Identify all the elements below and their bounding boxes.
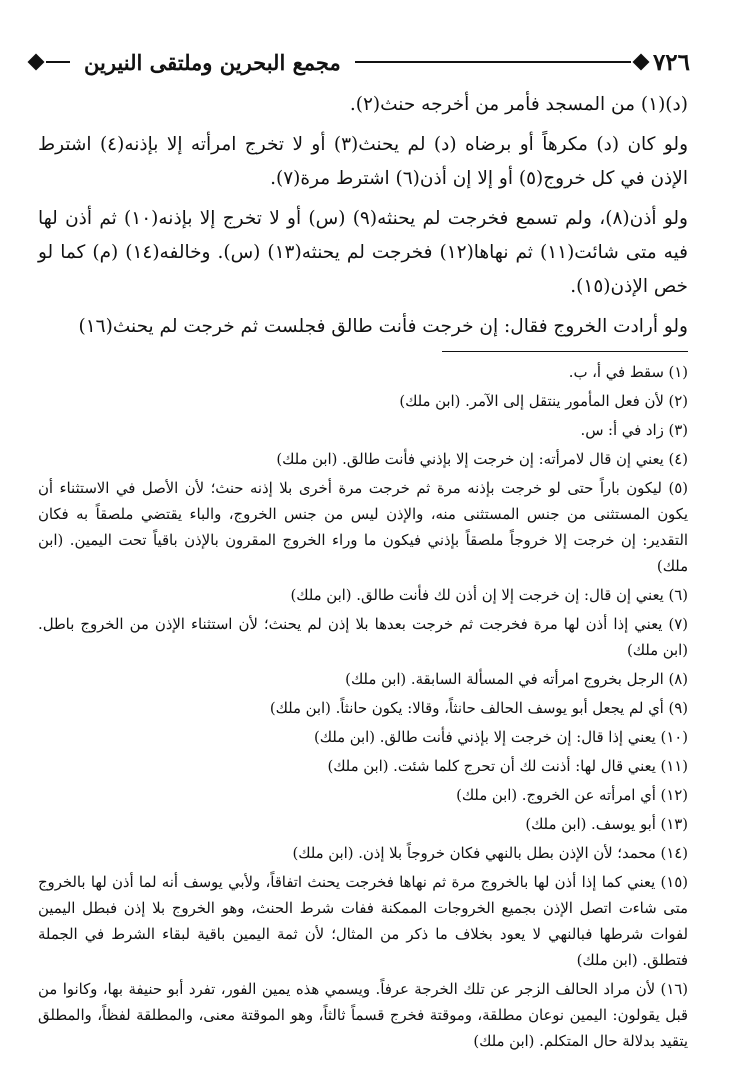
- diamond-ornament-left: [28, 54, 45, 71]
- footnote: [38, 418, 688, 444]
- diamond-ornament-right: [632, 54, 649, 71]
- footnote: [38, 841, 688, 867]
- footnote: [38, 812, 688, 838]
- page-number: ٧٢٦: [652, 48, 690, 76]
- footnote-text: أبو يوسف. (ابن ملك): [525, 816, 656, 833]
- footnote-text: أي لم يجعل أبو يوسف الحالف حانثاً، وقالا: يكون حانثاً. (ابن ملك): [269, 700, 664, 717]
- footnote-number: (٤): [668, 451, 688, 468]
- page-header: [30, 44, 690, 80]
- footnote: [38, 360, 688, 386]
- footnote-text: لأن فعل المأمور ينتقل إلى الآمر. (ابن ملك): [399, 393, 664, 410]
- footnote-text: يعني كما إذا أذن لها بالخروج مرة ثم نهاها فخرجت يحنث اتفاقاً، ولأبي يوسف أنه لما أذن لها بالخروج متى شاءت اتصل الإذن بجميع الخروجات الممكنة ففات شرط الحنث، وهو الخروج بلا إذن فبطل اليمين لفوات شرطها فبالنهي لا يعود بخلاف ما ذكر من المثال؛ لأن ثمة اليمين باقية لبقاء الشرط في الجملة فتطلق. (ابن ملك): [38, 874, 688, 969]
- footnote-text: محمد؛ لأن الإذن بطل بالنهي فكان خروجاً بلا إذن. (ابن ملك): [292, 845, 656, 862]
- footnote-number: (٨): [668, 671, 688, 688]
- footnote-number: (١١): [660, 758, 688, 775]
- running-title: مجمع البحرين وملتقى النيرين: [84, 49, 341, 75]
- footnote: [38, 612, 688, 664]
- footnote-number: (٦): [668, 587, 688, 604]
- footnote: [38, 389, 688, 415]
- footnote-number: (١٦): [660, 981, 688, 998]
- footnote: [38, 870, 688, 974]
- footnote-text: يعني إن قال: إن خرجت إلا إن أذن لك فأنت طالق. (ابن ملك): [290, 587, 664, 604]
- footnote-number: (٧): [668, 616, 688, 633]
- footnote-number: (٢): [668, 393, 688, 410]
- footnote-text: لأن مراد الحالف الزجر عن تلك الخرجة عرفاً. ويسمي هذه يمين الفور، تفرد أبو حنيفة بها، وكانوا من قبل يقولون: اليمين نوعان مطلقة، وموقتة فخرج قسماً ثالثاً، وهو الموقتة معنى، والمطلقة لفظاً، والمطلق يتقيد بدلالة حال المتكلم. (ابن ملك): [38, 981, 688, 1050]
- footnote-text: يعني إذا قال: إن خرجت إلا بإذني فأنت طالق. (ابن ملك): [314, 729, 656, 746]
- footnote-text: يعني إن قال لامرأته: إن خرجت إلا بإذني فأنت طالق. (ابن ملك): [276, 451, 664, 468]
- footnote: [38, 583, 688, 609]
- footnotes: [38, 360, 688, 1058]
- footnote-text: يعني إذا أذن لها مرة فخرجت ثم خرجت بعدها بلا إذن لم يحنث؛ لأن استثناء الإذن من الخروج باطل. (ابن ملك): [38, 616, 688, 659]
- footnote-text: سقط في أ، ب.: [568, 364, 664, 381]
- footnote-number: (١): [668, 364, 688, 381]
- footnote-number: (٩): [668, 700, 688, 717]
- footnote-number: (١٥): [660, 874, 688, 891]
- footnote-text: الرجل بخروج امرأته في المسألة السابقة. (ابن ملك): [345, 671, 664, 688]
- header-rule-left: [46, 61, 70, 63]
- paragraph: ولو كان (د) مكرهاً أو برضاه (د) لم يحنث(٣) أو لا تخرج امرأته إلا بإذنه(٤) اشترط الإذن في كل خروج(٥) أو إلا إن أذن(٦) اشترط مرة(٧).: [38, 134, 689, 189]
- footnote-number: (٥): [668, 480, 688, 497]
- footnote: [38, 447, 688, 473]
- footnote: [38, 783, 688, 809]
- main-text: [38, 88, 688, 350]
- footnote-number: (٣): [668, 422, 688, 439]
- footnote: [38, 667, 688, 693]
- footnote: [38, 977, 688, 1055]
- footnote-number: (١٤): [660, 845, 688, 862]
- paragraph: ولو أرادت الخروج فقال: إن خرجت فأنت طالق فجلست ثم خرجت لم يحنث(١٦): [78, 316, 688, 337]
- footnote-number: (١٠): [660, 729, 688, 746]
- footnote-text: زاد في أ: س.: [580, 422, 664, 439]
- footnote-text: يعني قال لها: أذنت لك أن تحرج كلما شئت. (ابن ملك): [327, 758, 656, 775]
- footnote-number: (١٣): [660, 816, 688, 833]
- paragraph: ولو أذن(٨)، ولم تسمع فخرجت لم يحنثه(٩) (س) أو لا تخرج إلا بإذنه(١٠) ثم أذن لها فيه متى شائت(١١) ثم نهاها(١٢) فخرجت لم يحنثه(١٣) (س). وخالفه(١٤) (م) كما لو خص الإذن(١٥).: [38, 208, 689, 297]
- footnote-number: (١٢): [660, 787, 688, 804]
- footnote-separator: [442, 351, 688, 352]
- footnote: [38, 754, 688, 780]
- footnote: [38, 696, 688, 722]
- footnote-text: ليكون باراً حتى لو خرجت بإذنه مرة ثم خرجت مرة أخرى بلا إذنه حنث؛ لأن الأصل في الاستثناء أن يكون المستثنى من جنس المستثنى منه، والإذن ليس من جنس الخروج، والباء يقتضي ملصقاً به فكان التقدير: إن خرجت إلا خروجاً ملصقاً بإذني فيكون ما وراء الخروج المقرون بالإذن باقياً تحت اليمين. (ابن ملك): [38, 480, 688, 575]
- header-rule-right: [355, 61, 631, 63]
- footnote-text: أي امرأته عن الخروج. (ابن ملك): [456, 787, 656, 804]
- paragraph: (د)(١) من المسجد فأمر من أخرجه حنث(٢).: [349, 94, 688, 115]
- footnote: [38, 725, 688, 751]
- footnote: [38, 476, 688, 580]
